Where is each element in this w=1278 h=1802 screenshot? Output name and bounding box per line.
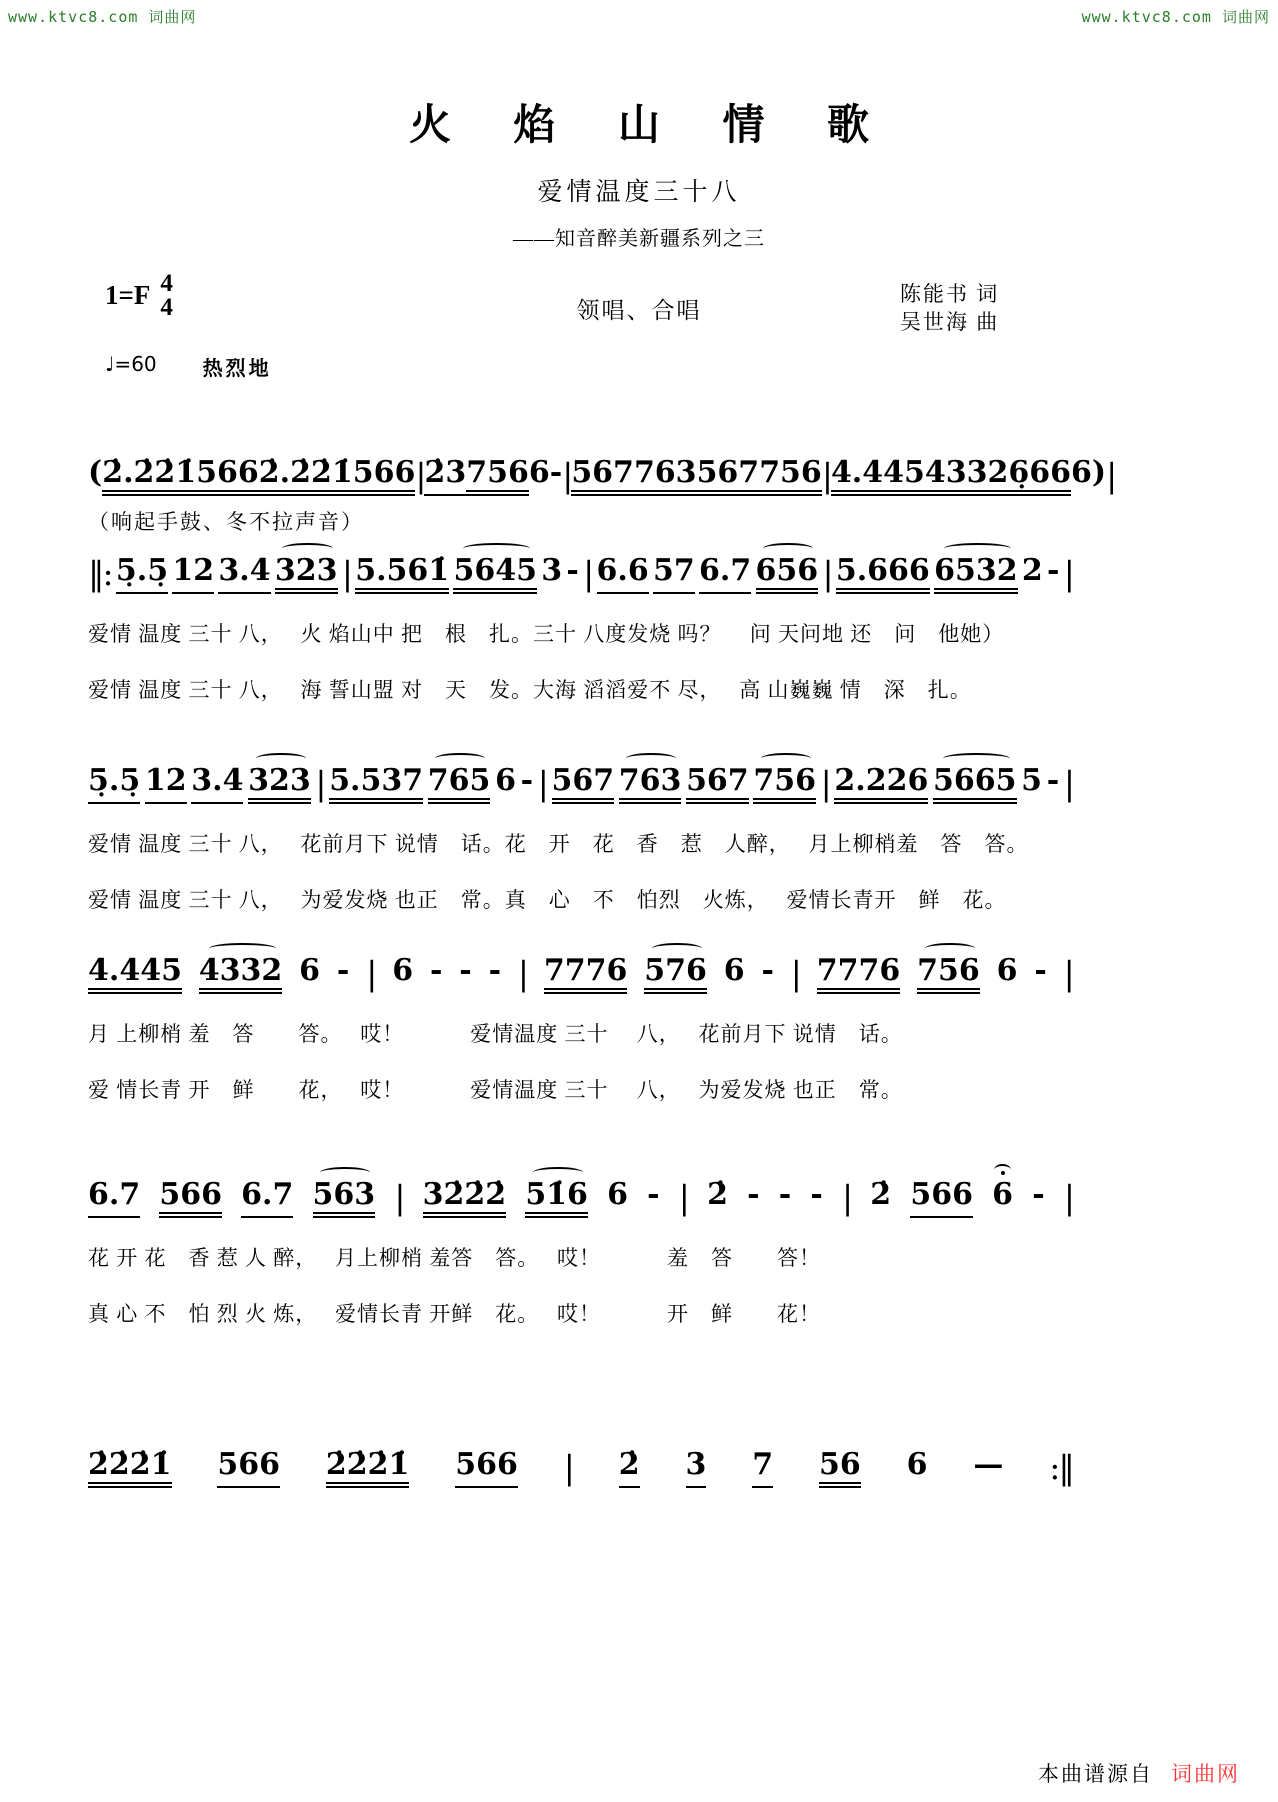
barline: | [583,554,593,593]
note-group: ( [88,455,103,490]
note-group: 5.561̇ [355,556,449,594]
barline: | [820,764,830,803]
note-group: 756 [466,458,529,496]
note-group: - [1034,953,1047,988]
lyrics-line: 爱情 温度 三十 八， 火 焰山中 把 根 扎。三十 八度发烧 吗？ 问 天问地 还 问 他她） [88,622,1005,646]
note-group: 5̣.5̣ [88,766,140,804]
barline: | [415,456,425,495]
note-group: 12 [172,556,214,594]
tempo-marking: ♩=60 [105,352,157,376]
note-group: - [549,455,563,490]
note-group: 4332 [925,458,1009,496]
barline: | [790,954,800,993]
song-subtitle: 爱情温度三十八 [537,179,741,206]
note-group: 6.7 [241,1180,293,1218]
barline: ‖: [88,554,112,593]
note-group: 6.7 [699,556,751,594]
note-group: 3 [541,553,563,588]
note-group: 5̣.5̣ [116,556,168,594]
series-note: ——知音醉美新疆系列之三 [513,228,765,250]
meter-numerator: 4 [160,270,173,297]
note-group: 563 [313,1180,376,1218]
barline: | [563,1448,573,1487]
note-group: 4332 [199,956,283,994]
note-group: 566 [217,1450,280,1488]
note-group: 6532 [934,556,1018,594]
note-group: 6 [992,1180,1013,1218]
note-group: 656 [756,556,819,594]
note-group: 566 [159,1180,222,1218]
note-group: 566 [455,1450,518,1488]
note-group: 576 [644,956,707,994]
note-group: 5645 [453,556,537,594]
note-group: 2̇ [870,1177,892,1212]
note-group: - [336,953,350,988]
note-group: 567 [552,766,615,804]
performance-mode: 领唱、合唱 [576,298,702,323]
barline: | [822,554,832,593]
note-group: 7776 [544,956,628,994]
note-group: 6 [299,953,321,988]
note-group: - [488,953,502,988]
note-group: 566 [196,458,259,496]
composer-credit: 吴世海 曲 [900,310,1000,334]
note-group: 3.4 [218,556,270,594]
note-group: 3.4 [191,766,243,804]
note-group: 3 [686,1450,707,1488]
barline: | [842,1178,852,1217]
barline: | [821,456,831,495]
note-group: 5 [1021,763,1043,798]
note-group: - [1047,553,1060,588]
barline: | [517,954,527,993]
note-group: 2̇ [707,1177,728,1212]
note-group: 6 [906,1447,928,1482]
barline: | [537,764,547,803]
footer-source-prefix: 本曲谱源自 [1038,1762,1153,1786]
notation-line [88,1162,1073,1218]
barline: | [1063,554,1073,593]
barline: | [1063,1178,1073,1217]
barline: | [366,954,376,993]
note-group: 567 [571,458,634,496]
barline: | [315,764,325,803]
barline: | [1063,954,1073,993]
note-group: 6̣66 [1008,458,1071,496]
note-group: 4.445 [831,458,925,496]
note-group: 51̇6 [525,1180,588,1218]
lyrics-line: 爱情 温度 三十 八， 花前月下 说情 话。花 开 花 香 惹 人醉， 月上柳梢羞 答 答。 [88,832,1029,856]
note-group: 6 [607,1177,628,1212]
notation-line [88,538,1073,594]
notation-line [88,938,1073,994]
barline: | [394,1178,404,1217]
note-group: 323 [248,766,311,804]
note-group: - [747,1177,760,1212]
barline: | [1106,456,1116,495]
note-group: 2̇ [619,1450,640,1488]
note-group: 566 [910,1180,973,1218]
note-group: - [1032,1177,1045,1212]
note-group: ) [1091,455,1107,490]
note-group: 567 [697,458,760,496]
staff-1 [88,440,1116,536]
staff-3 [88,748,1073,914]
staff-6 [88,1432,1073,1488]
note-group: - [647,1177,660,1212]
notation-line [88,748,1073,804]
note-group: 4.445 [88,956,182,994]
note-group: 2̇.2̇2̇1̇ [102,458,196,496]
lyrics-line: 真 心 不 怕 烈 火 炼， 爱情长青 开鲜 花。 哎！ 开 鲜 花！ [88,1302,821,1326]
note-group: 763 [619,766,682,804]
note-group: — [973,1447,1004,1482]
note-group: 2̇3 [424,458,466,496]
staff-caption: （响起手鼓、冬不拉声音） [88,510,364,534]
barline: :‖ [1049,1448,1073,1487]
note-group: 6.7 [88,1180,140,1218]
note-group: 57 [653,556,695,594]
note-group: - [1046,763,1060,798]
song-title: 火 焰 山 情 歌 [408,103,895,149]
note-group: 2̇2̇2̇1̇ [88,1450,172,1488]
note-group: 6 [528,455,550,490]
lyrics-line: 爱情 温度 三十 八， 为爱发烧 也正 常。真 心 不 怕烈 火炼， 爱情长青开 鲜 花。 [88,888,1007,912]
lyrics-line: 月 上柳梢 羞 答 答。 哎！ 爱情温度 三十 八， 花前月下 说情 话。 [88,1022,903,1046]
note-group: 756 [753,766,816,804]
note-group: 7776 [817,956,901,994]
note-group: 323 [275,556,338,594]
note-group: - [566,553,579,588]
note-group: 56 [819,1450,861,1488]
note-group: 6 [495,763,516,798]
note-group: 7 [752,1450,773,1488]
footer-site-name: 词曲网 [1171,1762,1240,1786]
barline: | [1063,764,1073,803]
note-group: 2̇2̇2̇1̇ [326,1450,410,1488]
barline: | [678,1178,688,1217]
expression-marking: 热烈地 [202,358,272,380]
note-group: 6 [392,953,414,988]
notation-line [88,440,1116,496]
staff-4 [88,938,1073,1104]
lyrics-line: 爱 情长青 开 鲜 花， 哎！ 爱情温度 三十 八， 为爱发烧 也正 常。 [88,1078,903,1102]
note-group: 2 [1021,553,1043,588]
note-group: 2̇.2̇2̇1̇ [259,458,353,496]
footer-source [0,1758,1240,1788]
watermark-top-left: www.ktvc8.com 词曲网 [8,8,197,26]
note-group: 32̇2̇2̇ [423,1180,507,1218]
staff-5 [88,1162,1073,1328]
notation-line [88,1432,1073,1488]
note-group: - [459,953,472,988]
note-group: 566 [353,458,416,496]
note-group: 765 [428,766,491,804]
note-group: 5.537 [329,766,423,804]
tempo-row [105,352,272,381]
note-group: - [520,763,534,798]
key-label: 1=F [105,280,151,311]
note-group: 567 [686,766,749,804]
note-group: 12 [145,766,187,804]
note-group: 756 [759,458,822,496]
note-group: - [778,1177,792,1212]
barline: | [562,456,572,495]
note-group: 6 [996,953,1018,988]
note-group: 6.6 [597,556,649,594]
barline: | [341,554,351,593]
lyricist-credit: 陈能书 词 [900,282,1000,306]
meter-denominator: 4 [160,293,173,321]
lyrics-line: 花 开 花 香 惹 人 醉， 月上柳梢 羞答 答。 哎！ 羞 答 答！ [88,1246,821,1270]
note-group: 6 [723,953,745,988]
note-group: - [429,953,443,988]
note-group: - [761,953,774,988]
staff-2 [88,538,1073,704]
note-group: 5665 [933,766,1017,804]
note-group: 756 [917,956,980,994]
note-group: 2.226 [834,766,928,804]
note-group: 763 [634,458,697,496]
note-group: 5.666 [836,556,930,594]
lyrics-line: 爱情 温度 三十 八， 海 誓山盟 对 天 发。大海 滔滔爱不 尽， 高 山巍巍 情 深 扎。 [88,678,972,702]
watermark-top-right: www.ktvc8.com 词曲网 [1081,8,1270,26]
note-group: - [810,1177,823,1212]
note-group: 6 [1071,455,1092,490]
